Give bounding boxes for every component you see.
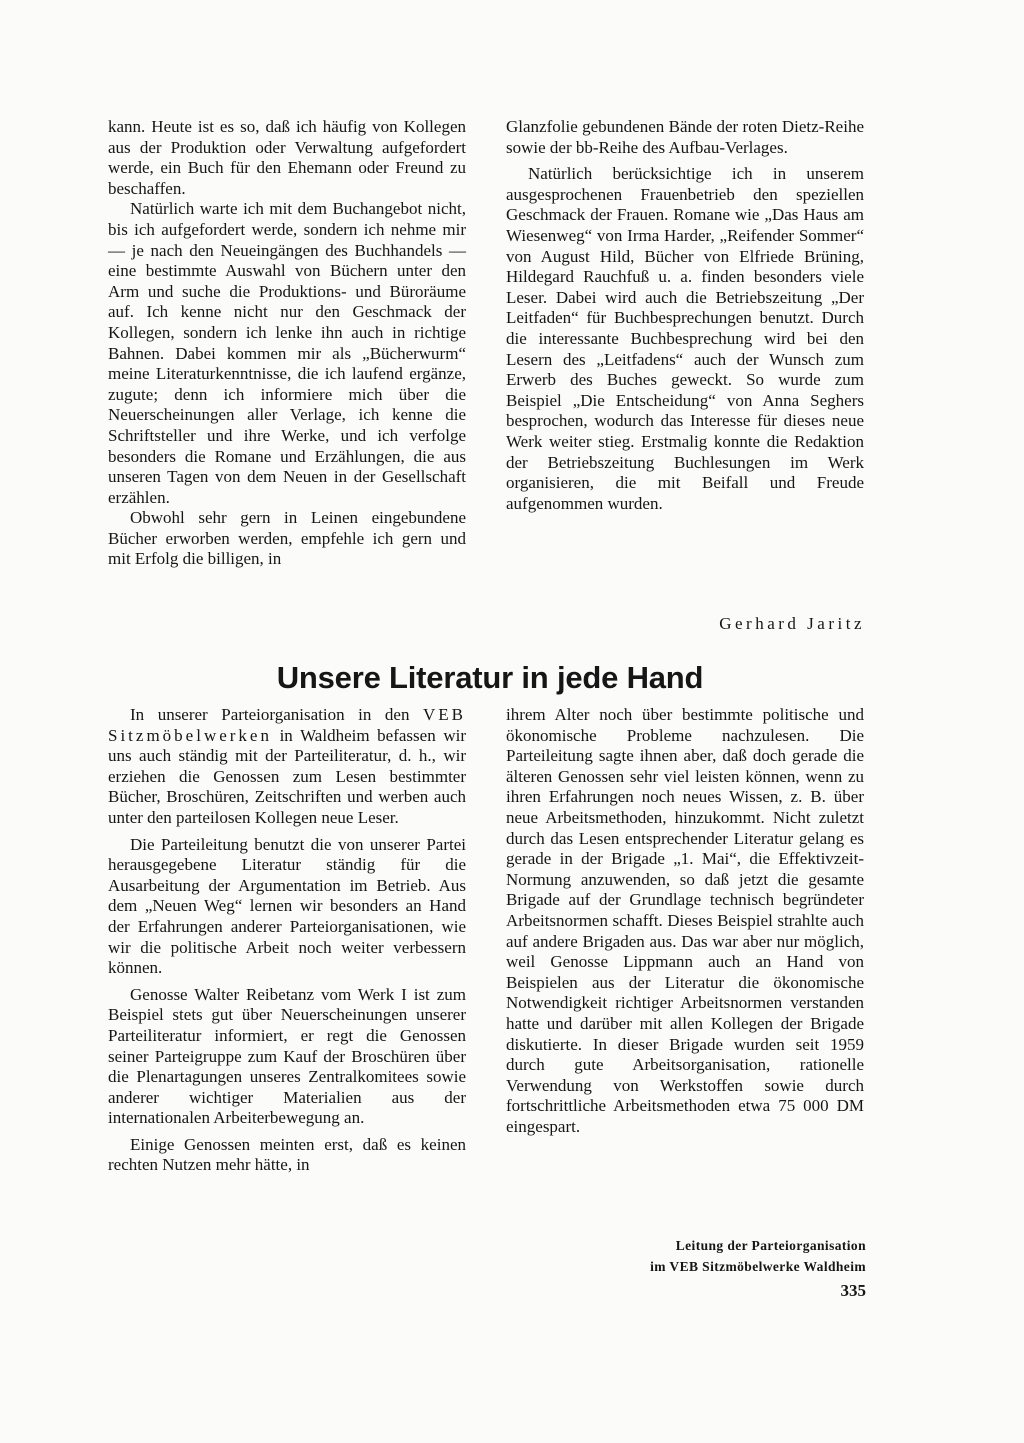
- paragraph: Die Parteileitung benutzt die von unserer Partei herausgegebene Literatur ständig für die Ausarbeitung der Argumentation im Betrieb. Aus dem „Neuen Weg“ lernen wir besonders an Hand der Erfahrungen anderer Parteiorganisationen, wie wir die politische Arbeit noch weiter verbessern können.: [108, 834, 466, 978]
- article2-headline: Unsere Literatur in jede Hand: [276, 660, 704, 695]
- paragraph: Natürlich warte ich mit dem Buchangebot nicht, bis ich aufgefordert werde, sondern ich nehme mir — je nach den Neueingängen des Buchhandels — eine bestimmte Auswahl von Büchern unter den Arm und suche die Produktions- und Büroräume auf. Ich kenne nicht nur den Geschmack der Kollegen, sondern ich lenke ihn auch in richtige Bahnen. Dabei kommen mir als „Bücherwurm“ meine Literaturkenntnisse, die ich laufend ergänze, zugute; denn ich informiere mich über die Neuerscheinungen aller Verlage, ich kenne die Schriftsteller und ihre Werke, und ich verfolge besonders die Romane und Erzählungen, die aus unseren Tagen von dem Neuen in der Gesellschaft erzählen.: [108, 199, 466, 507]
- company-name-spaced: VEB Sitzmöbelwerken: [108, 705, 466, 745]
- paragraph: Natürlich berücksichtige ich in unserem ausgesprochenen Frauenbetrieb den speziellen Geschmack der Frauen. Romane wie „Das Haus am Wiesenweg“ von Irma Harder, „Reifender Sommer“ von August Hild, Bücher von Elfriede Brüning, Hildegard Rauchfuß u. a. finden besonders viele Leser. Dabei wird auch die Betriebszeitung „Der Leitfaden“ für Buchbesprechungen benutzt. Durch die interessante Buchbesprechung wird bei den Lesern des „Leitfadens“ auch der Wunsch zum Erwerb des Buches geweckt. So wurde zum Beispiel „Die Entscheidung“ von Anna Seghers besprochen, wodurch das Interesse für dieses neue Werk weiter stieg. Erstmalig konnte die Redaktion der Betriebszeitung Buchlesungen im Werk organisieren, die mit Beifall und Freude aufgenommen wurden.: [506, 164, 864, 513]
- article1-left-column: [108, 117, 466, 570]
- signature-line: im VEB Sitzmöbelwerke Waldheim: [650, 1259, 866, 1274]
- paragraph: Glanzfolie gebundenen Bände der roten Dietz-Reihe sowie der bb-Reihe des Aufbau-Verlages.: [506, 117, 864, 157]
- paragraph: Genosse Walter Reibetanz vom Werk I ist zum Beispiel stets gut über Neuerscheinungen unserer Parteiliteratur informiert, er regt die Genossen seiner Parteigruppe zum Kauf der Broschüren über die Plenartagungen unseres Zentralkomitees sowie anderer wichtiger Materialien aus der internationalen Arbeiterbewegung an.: [108, 984, 466, 1128]
- signature-line: Leitung der Parteiorganisation: [675, 1238, 866, 1253]
- article2-signature: [560, 1235, 866, 1277]
- paragraph: Obwohl sehr gern in Leinen eingebundene Bücher erworben werden, empfehle ich gern und mit Erfolg die billigen, in: [108, 508, 466, 569]
- paragraph: Einige Genossen meinten erst, daß es keinen rechten Nutzen mehr hätte, in: [108, 1134, 466, 1175]
- article1-author: Gerhard Jaritz: [719, 614, 865, 633]
- paragraph: [108, 705, 466, 829]
- paragraph: kann. Heute ist es so, daß ich häufig von Kollegen aus der Produktion oder Verwaltung aufgefordert werde, ein Buch für den Ehemann oder Freund zu beschaffen.: [108, 117, 466, 198]
- paragraph-text: In unserer Parteiorganisation in den: [130, 705, 423, 724]
- paragraph: ihrem Alter noch über bestimmte politische und ökonomische Probleme nachzulesen. Die Parteileitung sagte ihnen aber, daß doch gerade die älteren Genossen sehr viel leisten können, wenn zu ihren Erfahrungen noch neues Wissen, z. B. über neue Arbeitsmethoden, hinzukommt. Nicht zuletzt durch das Lesen entsprechender Literatur gelang es gerade in der Brigade „1. Mai“, die Effektivzeit-Normung anzuwenden, so daß jetzt die gesamte Brigade auf der Grundlage technisch begründeter Arbeitsnormen schafft. Dieses Beispiel strahlte auch auf andere Brigaden aus. Das war aber nur möglich, weil Genosse Lippmann auch an Hand von Beispielen aus der Literatur die ökonomische Notwendigkeit richtiger Arbeitsnormen verstanden hatte und darüber mit allen Kollegen der Brigade diskutierte. In dieser Brigade wurden seit 1959 durch gute Arbeitsorganisation, rationelle Verwendung von Werkstoffen sowie durch fortschrittliche Arbeitsmethoden etwa 75 000 DM eingespart.: [506, 705, 864, 1136]
- page-number: 335: [840, 1281, 866, 1300]
- article1-right-column: [506, 117, 864, 514]
- article2-left-column: [108, 705, 466, 1176]
- paragraph-text: in Waldheim befassen wir uns auch ständig mit der Parteiliteratur, d. h., wir erziehen die Genossen zum Lesen bestimmter Bücher, Broschüren, Zeitschriften und werben auch unter den parteilosen Kollegen neue Leser.: [108, 725, 466, 827]
- article2-right-column: [506, 705, 864, 1137]
